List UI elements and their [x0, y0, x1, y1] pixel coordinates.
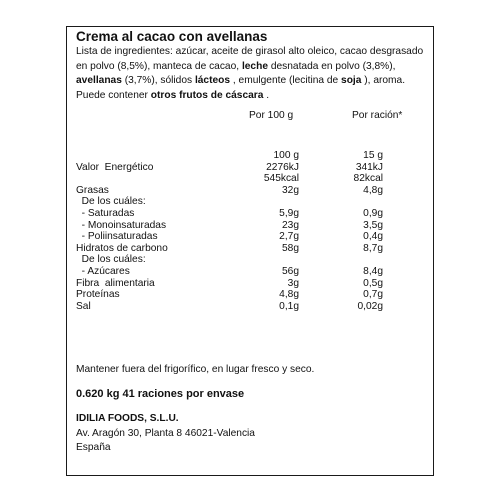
nutrition-row [0, 289, 500, 301]
header-per-100g: Por 100 g [249, 110, 294, 121]
nutrition-row [0, 220, 500, 232]
value-per-portion: 82kcal [353, 173, 383, 185]
value-per-portion: 8,4g [363, 266, 383, 277]
nutrient-label: - Azúcares [76, 266, 130, 277]
value-per-100g: 32g [282, 184, 299, 196]
value-per-100g: 3g [287, 277, 299, 289]
ingredients-text: desnatada en polvo (3,8%), [268, 60, 396, 72]
allergen-soy: soja [341, 75, 362, 86]
nutrient-label: Proteínas [76, 289, 120, 301]
value-per-portion: 0,02g [357, 300, 383, 312]
value-per-100g: 2276kJ [266, 161, 299, 173]
nutrition-row [0, 150, 500, 162]
package-info: 0.620 kg 41 raciones por envase [76, 388, 245, 400]
nutrition-row [0, 173, 500, 185]
value-per-portion: 0,5g [363, 277, 383, 289]
ingredients-text: (3,7%), sólidos [121, 75, 195, 86]
allergen-dairy: lácteos [194, 75, 231, 86]
value-per-100g: 4,8g [279, 289, 299, 301]
company-name: IDILIA FOODS, S.L.U. [76, 413, 179, 424]
nutrient-label: Valor Energético [76, 161, 154, 173]
value-per-100g: 56g [282, 266, 299, 277]
product-title: Crema al cacao con avellanas [76, 29, 268, 44]
value-per-100g: 2,7g [279, 231, 299, 243]
value-per-100g: 545kcal [263, 173, 299, 185]
nutrition-row [0, 301, 500, 313]
nutrition-row [0, 266, 500, 278]
value-per-portion: 0,7g [363, 289, 383, 301]
nutrition-row [0, 208, 500, 220]
value-per-portion: 4,8g [363, 184, 383, 196]
allergen-hazelnuts: avellanas [76, 75, 122, 86]
ingredients-list [76, 45, 428, 103]
allergen-nuts: otros frutos de cáscara [150, 89, 264, 101]
value-per-portion: 341kJ [355, 161, 383, 173]
nutrition-row [0, 254, 500, 266]
header-per-portion: Por ración* [352, 110, 403, 121]
value-per-100g: 100 g [273, 150, 299, 161]
ingredients-text: . [263, 89, 270, 101]
nutrient-label: Hidratos de carbono [76, 242, 168, 254]
storage-note: Mantener fuera del frigorífico, en lugar fresco y seco. [76, 364, 315, 375]
nutrition-row [0, 196, 500, 208]
value-per-portion: 8,7g [363, 242, 383, 254]
nutrient-label: - Saturadas [76, 208, 135, 219]
allergen-milk: leche [241, 60, 268, 72]
value-per-100g: 0,1g [279, 300, 299, 312]
ingredients-text: ), aroma. Puede contener [76, 75, 406, 101]
nutrition-row [0, 231, 500, 243]
company-country: España [76, 442, 111, 453]
nutrient-label: Grasas [76, 184, 109, 196]
value-per-portion: 3,5g [363, 219, 383, 231]
value-per-portion: 15 g [363, 150, 383, 161]
value-per-100g: 23g [282, 219, 299, 231]
nutrient-label: Sal [76, 300, 91, 312]
nutrition-row [0, 278, 500, 290]
nutrition-row [0, 243, 500, 255]
value-per-100g: 5,9g [279, 208, 299, 219]
nutrient-label: De los cuáles: [76, 254, 146, 266]
nutrient-label: - Poliinsaturadas [76, 231, 158, 243]
ingredients-text: Lista de ingredientes: azúcar, aceite de girasol alto oleico, cacao desgrasado en polvo (8,5%), manteca de cacao, [76, 46, 424, 72]
value-per-portion: 0,9g [363, 208, 383, 219]
nutrient-label: Fibra alimentaria [76, 277, 155, 289]
ingredients-text: , emulgente (lecitina de [230, 75, 342, 86]
value-per-100g: 58g [282, 242, 299, 254]
value-per-portion: 0,4g [363, 231, 383, 243]
nutrition-row [0, 185, 500, 197]
nutrient-label: - Monoinsaturadas [76, 219, 167, 231]
company-address: Av. Aragón 30, Planta 8 46021-Valencia [76, 428, 255, 439]
nutrition-row [0, 162, 500, 174]
nutrient-label: De los cuáles: [76, 196, 146, 208]
